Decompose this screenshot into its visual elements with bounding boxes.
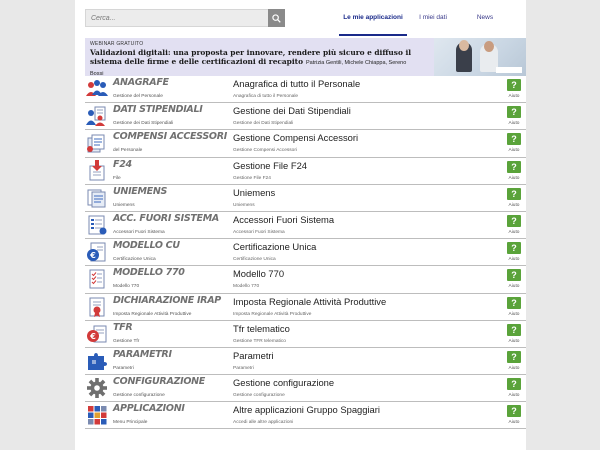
people-icon (85, 78, 109, 100)
search-button[interactable] (268, 9, 285, 27)
app-description-sub: Parametri (233, 365, 254, 371)
help-button[interactable] (507, 79, 521, 91)
app-subtitle: Menu Principale (113, 420, 148, 426)
euro-stack-icon (85, 323, 109, 345)
help-button[interactable] (507, 269, 521, 281)
help-label: Aiuto (508, 229, 520, 235)
tab-my-applications[interactable]: Le mie applicazioni (339, 0, 407, 36)
app-row-compensi-accessori[interactable] (85, 130, 526, 157)
help-button[interactable] (507, 324, 521, 336)
app-description-sub: Imposta Regionale Attività Produttive (233, 311, 312, 317)
app-description[interactable]: Gestione dei Dati Stipendiali (233, 105, 351, 117)
question-icon: ? (511, 406, 517, 417)
main-tabs (339, 0, 511, 36)
help-label: Aiuto (508, 121, 520, 127)
webinar-banner[interactable] (85, 38, 526, 76)
app-row-configurazione[interactable] (85, 375, 526, 402)
top-bar (75, 0, 526, 36)
help-button[interactable] (507, 188, 521, 200)
help-label: Aiuto (508, 338, 520, 344)
app-row-applicazioni[interactable] (85, 402, 526, 429)
help-label: Aiuto (508, 284, 520, 290)
app-row-f24[interactable] (85, 158, 526, 185)
app-title: DICHIARAZIONE IRAP (113, 294, 221, 306)
app-row-anagrafe[interactable] (85, 76, 526, 103)
app-subtitle: File (113, 175, 121, 181)
app-description-sub: Gestione dei Dati Stipendiali (233, 121, 294, 127)
app-title: ANAGRAFE (113, 77, 169, 88)
download-document-icon (85, 160, 109, 182)
question-icon: ? (511, 351, 517, 362)
question-icon: ? (511, 134, 517, 145)
banner-logo (496, 67, 522, 73)
app-subtitle: Gestione Tfr (113, 338, 140, 344)
help-label: Aiuto (508, 202, 520, 208)
app-title: COMPENSI ACCESSORI (113, 131, 227, 143)
app-title: PARAMETRI (113, 348, 172, 360)
gear-icon (85, 377, 109, 399)
folder-documents-icon (85, 187, 109, 209)
question-icon: ? (511, 188, 517, 199)
app-description-sub: Gestione configurazione (233, 393, 285, 399)
app-description-sub: Gestione File F24 (233, 175, 271, 181)
app-subtitle: Gestione dei Dati Stipendiali (113, 121, 174, 127)
page (75, 0, 526, 450)
app-subtitle: del Personale (113, 148, 143, 154)
help-button[interactable] (507, 242, 521, 254)
app-row-dati-stipendiali[interactable] (85, 103, 526, 130)
help-label: Aiuto (508, 365, 520, 371)
tab-news[interactable]: News (476, 14, 494, 21)
search-input[interactable] (86, 10, 268, 26)
checklist-document-icon (85, 268, 109, 290)
help-label: Aiuto (508, 393, 520, 399)
question-icon: ? (511, 215, 517, 226)
question-icon: ? (511, 379, 517, 390)
help-button[interactable] (507, 378, 521, 390)
search-icon (272, 14, 281, 23)
banner-authors: Patrizia Gentili, Michele Chiappa, Sereno Bossi (90, 60, 407, 76)
app-row-tfr[interactable] (85, 321, 526, 348)
document-list-icon (85, 214, 109, 236)
question-icon: ? (511, 270, 517, 281)
app-subtitle: Gestione del Personale (113, 94, 163, 99)
app-row-parametri[interactable] (85, 348, 526, 375)
question-icon: ? (511, 297, 517, 308)
app-description[interactable]: Certificazione Unica (233, 241, 317, 253)
app-row-modello-770[interactable] (85, 266, 526, 293)
question-icon: ? (511, 80, 517, 90)
euro-document-icon (85, 241, 109, 263)
app-title: TFR (113, 321, 133, 333)
app-title: DATI STIPENDIALI (113, 104, 203, 116)
tab-my-data[interactable]: I miei dati (419, 14, 447, 21)
help-button[interactable] (507, 215, 521, 227)
app-description-sub: Uniemens (233, 202, 255, 208)
app-title: F24 (113, 158, 132, 170)
app-description[interactable]: Imposta Regionale Attività Produttive (233, 295, 387, 307)
photo-person-2-head (484, 41, 494, 52)
banner-photo (434, 38, 526, 76)
document-stack-icon (85, 132, 109, 154)
svg-text:€: € (90, 331, 96, 341)
app-row-uniemens[interactable] (85, 185, 526, 212)
app-description[interactable]: Gestione Compensi Accessori (233, 132, 359, 144)
app-description[interactable]: Modello 770 (233, 268, 285, 280)
help-button[interactable] (507, 133, 521, 145)
app-title: ACC. FUORI SISTEMA (113, 212, 219, 224)
app-subtitle: Imposta Regionale Attività Produttive (113, 311, 192, 317)
people-documents-icon (85, 105, 109, 127)
app-description[interactable]: Accessori Fuori Sistema (233, 213, 335, 225)
app-description-sub: Certificazione Unica (233, 257, 276, 263)
help-button[interactable] (507, 106, 521, 118)
banner-title (90, 48, 420, 76)
help-label: Aiuto (508, 175, 520, 181)
search-box (85, 9, 285, 27)
photo-person-1-head (459, 40, 469, 51)
app-description[interactable]: Parametri (233, 349, 274, 361)
app-title: MODELLO CU (113, 240, 180, 252)
app-description[interactable]: Anagrafica di tutto il Personale (233, 78, 361, 89)
app-description[interactable]: Gestione configurazione (233, 377, 335, 389)
app-description[interactable]: Altre applicazioni Gruppo Spaggiari (233, 404, 380, 416)
help-label: Aiuto (508, 420, 520, 426)
app-subtitle: Modello 770 (113, 284, 140, 290)
app-description[interactable]: Tfr telematico (233, 322, 290, 334)
help-label: Aiuto (508, 94, 520, 99)
help-button[interactable] (507, 297, 521, 309)
banner-tag: WEBINAR GRATUITO (90, 41, 144, 47)
app-grid-icon (85, 404, 109, 426)
svg-text:€: € (90, 251, 96, 261)
app-subtitle: Accessori Fuori Sistema (113, 229, 165, 235)
app-title: MODELLO 770 (113, 267, 185, 279)
app-description-sub: Gestione Compensi Accessori (233, 148, 297, 154)
app-description-sub: Modello 770 (233, 284, 260, 290)
question-icon: ? (511, 243, 517, 254)
app-subtitle: Certificazione Unica (113, 257, 156, 263)
app-title: APPLICAZIONI (113, 403, 185, 415)
help-button[interactable] (507, 351, 521, 363)
question-icon: ? (511, 324, 517, 335)
banner-title-text: Validazioni digitali: una proposta per innovare, rendere più sicuro e diffuso il sistema delle firme e delle certificazioni di recapito (90, 48, 412, 66)
app-row-modello-cu[interactable] (85, 239, 526, 266)
app-subtitle: Uniemens (113, 202, 135, 208)
app-subtitle: Gestione configurazione (113, 393, 165, 399)
app-title: CONFIGURAZIONE (113, 376, 205, 388)
help-button[interactable] (507, 405, 521, 417)
app-description-sub: Accedi alle altre applicazioni (233, 420, 294, 426)
app-description[interactable]: Gestione File F24 (233, 159, 307, 171)
help-label: Aiuto (508, 148, 520, 154)
certificate-document-icon (85, 296, 109, 318)
app-description-sub: Anagrafica di tutto il Personale (233, 94, 299, 99)
help-label: Aiuto (508, 311, 520, 317)
applications-list (85, 76, 526, 429)
app-row-dichiarazione-irap[interactable] (85, 294, 526, 321)
app-row-acc-fuori-sistema[interactable] (85, 212, 526, 239)
help-label: Aiuto (508, 257, 520, 263)
app-title: UNIEMENS (113, 185, 168, 197)
question-icon: ? (511, 161, 517, 172)
app-description-sub: Accessori Fuori Sistema (233, 229, 285, 235)
app-subtitle: Parametri (113, 365, 134, 371)
app-description[interactable]: Uniemens (233, 186, 276, 198)
help-button[interactable] (507, 161, 521, 173)
question-icon: ? (511, 107, 517, 118)
puzzle-icon (85, 350, 109, 372)
app-description-sub: Gestione TFR telematico (233, 338, 286, 344)
